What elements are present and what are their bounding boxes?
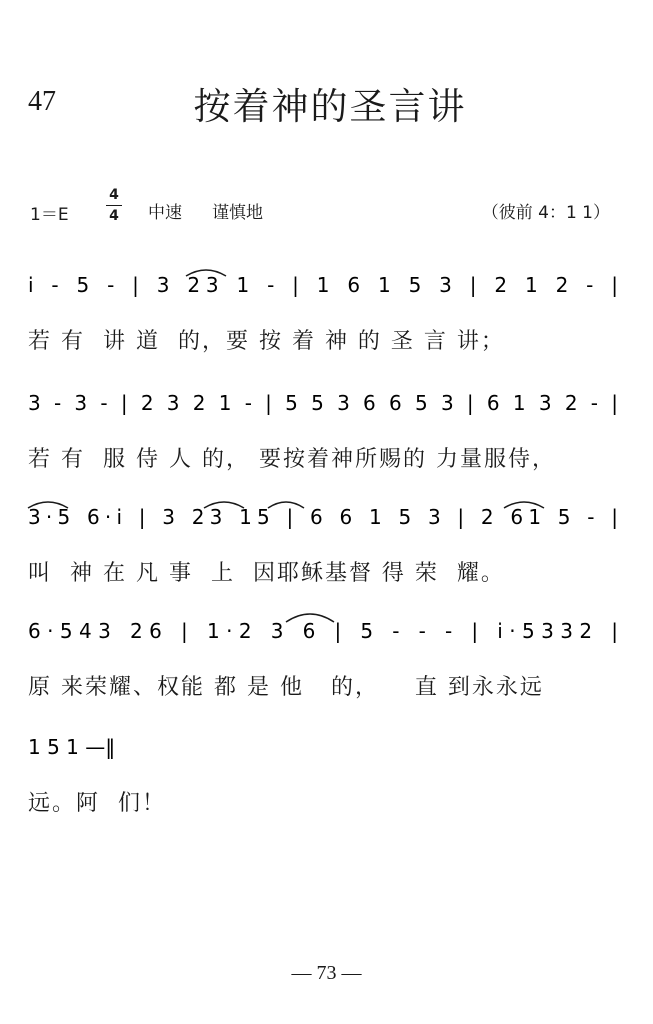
notation-text-1: i - 5 - | 3 23 1 - | 1 6 1 5 3 | 2 1 2 - | bbox=[28, 273, 619, 297]
notation-line-5 bbox=[28, 730, 628, 790]
music-line-1 bbox=[28, 268, 628, 354]
scripture-reference: （彼前 4：1 1） bbox=[481, 203, 610, 223]
time-signature-bottom: 4 bbox=[109, 208, 119, 224]
notation-line-3 bbox=[28, 500, 628, 560]
time-signature-rule bbox=[106, 205, 122, 206]
time-signature bbox=[106, 186, 122, 225]
notation-line-4 bbox=[28, 614, 628, 674]
notation-text-3: 3·5 6·i | 3 23 15 | 6 6 1 5 3 | 2 61 5 - | bbox=[28, 505, 619, 529]
hymn-number: 47 bbox=[28, 86, 56, 117]
lyrics-line-1: 若 有 讲 道 的，要 按 着 神 的 圣 言 讲； bbox=[28, 329, 505, 354]
music-line-2 bbox=[28, 386, 628, 472]
page-title: 按着神的圣言讲 bbox=[193, 85, 467, 128]
key-line bbox=[30, 186, 630, 230]
notation-text-4: 6·543 26 | 1·2 3 6 | 5 - - - | i·5332 | bbox=[28, 619, 618, 643]
expression-marking: 谨慎地 bbox=[212, 203, 263, 223]
lyrics-line-5: 远。阿 们！ bbox=[28, 791, 166, 816]
music-line-3 bbox=[28, 500, 628, 586]
music-line-5 bbox=[28, 730, 628, 816]
notation-text-5: 1 5 1 —‖ bbox=[28, 735, 116, 759]
notation-line-2 bbox=[28, 386, 628, 446]
lyrics-line-2: 若 有 服 侍 人 的， 要按着神所赐的 力量服侍， bbox=[28, 447, 556, 472]
key-signature: 1＝E bbox=[30, 205, 69, 225]
page-number: — 73 — bbox=[291, 962, 362, 984]
lyrics-line-3: 叫 神 在 凡 事 上 因耶稣基督 得 荣 耀。 bbox=[28, 561, 505, 586]
notation-text-2: 3 - 3 - | 2 3 2 1 - | 5 5 3 6 6 5 3 | 6 1 3 2 - | bbox=[28, 391, 618, 415]
tempo-marking: 中速 bbox=[148, 203, 182, 223]
notation-line-1 bbox=[28, 268, 628, 328]
lyrics-line-4: 原 来荣耀、权能 都 是 他 的， 直 到永永远 bbox=[28, 675, 544, 700]
time-signature-top: 4 bbox=[109, 187, 119, 203]
music-line-4 bbox=[28, 614, 628, 700]
